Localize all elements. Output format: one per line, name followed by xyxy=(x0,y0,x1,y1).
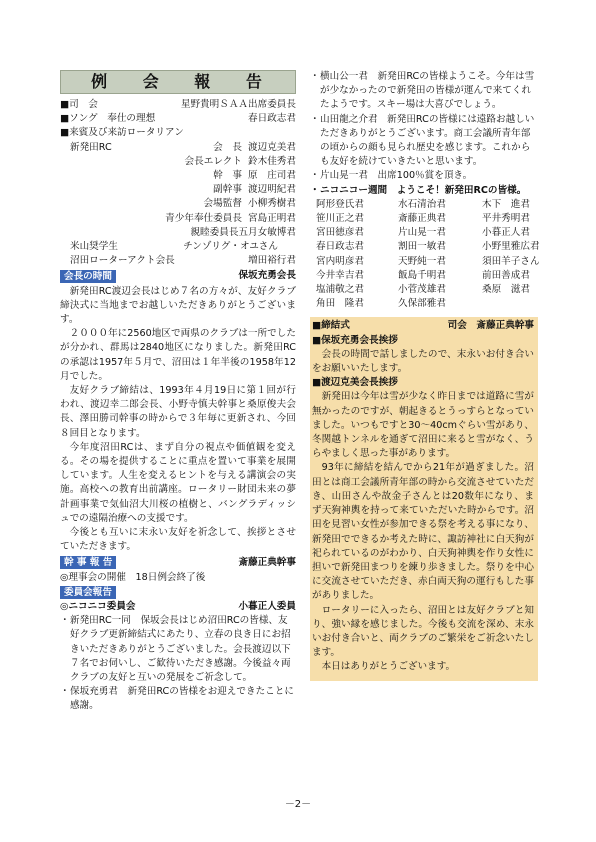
hosaka-heading: ■保坂充勇会長挨拶 xyxy=(312,334,398,346)
member-name: 笹川正之君 xyxy=(316,213,364,225)
guest-name: 宮島正明君 xyxy=(248,212,296,224)
role-row xyxy=(60,112,296,126)
list-item: ・ 片山晃一君 出席100％賞を頂き。 xyxy=(310,169,538,183)
member-name: 小暮正人君 xyxy=(482,227,530,239)
niko-speaker: 小暮正人委員 xyxy=(238,600,296,612)
member-name: 阿形登氏君 xyxy=(316,198,364,210)
guest-name: 渡辺明紀君 xyxy=(248,184,296,196)
member-name: 春日政志君 xyxy=(316,241,364,253)
member-name: 前田善成君 xyxy=(482,269,530,281)
guest-name: 渡辺克美君 xyxy=(248,141,296,153)
list-item-text: 片山晃一君 出席100％賞を頂き。 xyxy=(320,170,473,182)
guest-row xyxy=(60,141,296,155)
guest-club: 新発田RC xyxy=(70,141,112,153)
scholar-label: 米山奨学生 xyxy=(70,241,118,253)
list-item: ・ 保坂充勇君 新発田RCの皆様をお迎えできたことに感謝。 xyxy=(60,685,296,713)
guest-row xyxy=(60,226,296,240)
highlight-box xyxy=(310,317,538,680)
paragraph: 友好クラブ締結は、1993年４月19日に第１回が行われ、渡辺幸二郎会長、小野寺慎夫幹事と桑原俊夫会長、澤田勝司幹事の時からで３年毎に更新され、今回８回目となります。 xyxy=(60,385,296,439)
member-name: 平井秀明君 xyxy=(482,213,530,225)
week-heading: ・ ニコニコー週間 ようこそ！新発田RCの皆様。 xyxy=(310,184,538,198)
committee-report-bar xyxy=(60,586,296,599)
week-heading-text: ニコニコー週間 ようこそ！新発田RCの皆様。 xyxy=(320,184,527,196)
guest-role: 幹 事 xyxy=(213,170,242,182)
paragraph: ２０００年に2560地区で両県のクラブは一所でしたが分かれ、群馬は2840地区になりました。新発田RCの承認は1957年５月で、沼田は１年半後の1958年12月でした。 xyxy=(60,328,296,382)
guest-role: 会場監督 xyxy=(203,198,242,210)
guest-role: 副幹事 xyxy=(213,184,242,196)
guest-role: 会長エレクト xyxy=(184,155,242,167)
guest-row xyxy=(60,212,296,226)
member-name: 桑原 滋君 xyxy=(482,284,530,296)
member-name: 角田 隆君 xyxy=(316,298,364,310)
section-speaker: 保坂充勇会長 xyxy=(238,270,296,282)
member-name: 片山晃一君 xyxy=(398,227,446,239)
member-name: 今井幸吉君 xyxy=(316,269,364,281)
member-name xyxy=(482,297,544,311)
list-item-text: 山田龍之介君 新発田RCの皆様には遠路お越しいただきありがとうございます。商工会議所青年部の頃からの顔も見られ歴史を感じます。これからも友好を続けていきたいと思います。 xyxy=(320,113,535,168)
section-tag: 会長の時間 xyxy=(60,270,116,283)
role-label: ■来賓及び来訪ロータリアン xyxy=(60,127,184,139)
secretary-report-bar xyxy=(60,556,296,570)
member-name: 宮田徳彦君 xyxy=(316,227,364,239)
list-item: ・ 新発田RC一同 保坂会長はじめ沼田RCの皆様、友好クラブ更新締結式にあたり、立春の良き日にお招きいただきありがとうございました。会長渡辺以下７名でお伺いし、ご歓待いただき感謝。今後益々両クラブの友好と互いの発展をご祈念して。 xyxy=(60,614,296,685)
member-name: 木下 進君 xyxy=(482,198,530,210)
guest-row xyxy=(60,155,296,169)
guest-row xyxy=(60,183,296,197)
list-item-text: 保坂充勇君 新発田RCの皆様をお迎えできたことに感謝。 xyxy=(70,686,294,712)
member-name: 天野純一君 xyxy=(398,255,446,267)
member-name: 塩浦敬之君 xyxy=(316,284,364,296)
paragraph: ロータリーに入ったら、沼田とは友好クラブと知り、強い縁を感じました。今後も交流を深め、末永いお付き合いと、両クラブのご繁栄をご祈念いたします。 xyxy=(312,604,534,659)
paragraph: 新発田RC渡辺会長はじめ７名の方々が、友好クラブ締決式に当地までお越しいただきありがとうございます。 xyxy=(60,285,296,326)
guest-name: 鈴木佳秀君 xyxy=(248,155,296,167)
guest-role: 青少年奉仕委員長 xyxy=(165,212,242,224)
niko-label: ◎ニコニコ委員会 xyxy=(60,600,136,612)
guest-row xyxy=(60,197,296,211)
section-tag: 委員会報告 xyxy=(60,586,116,599)
list-item: ・ 横山公一君 新発田RCの皆様ようこそ。今年は雪が少なかったので新発田の皆様が運んで来てくれたようです。スキー場は大喜びでしょう。 xyxy=(310,70,538,113)
section-tag: 幹 事 報 告 xyxy=(60,556,116,569)
member-name: 斎藤正典君 xyxy=(398,213,446,225)
role-label: ■司 会 xyxy=(60,99,98,110)
member-name: 久保部雅君 xyxy=(398,298,446,310)
page-heading: 例 会 報 告 xyxy=(60,70,296,94)
scholar-row xyxy=(60,240,296,254)
left-column xyxy=(60,70,296,714)
paragraph: 会長の時間で話しましたので、末永いお付き合いをお願いいたします。 xyxy=(312,348,534,375)
list-item-text: 横山公一君 新発田RCの皆様ようこそ。今年は雪が少なかったので新発田の皆様が運んで来てくれたようです。スキー場は大喜びでしょう。 xyxy=(320,71,535,111)
rotaract-name: 増田裕行君 xyxy=(248,255,296,267)
member-name: 小野里雅広君 xyxy=(482,241,540,253)
paragraph: 今年度沼田RCは、まず自分の視点や価値観を変える。その場を提供することに重点を置いて事業を展開しています。人生を変えるヒントを与える講演会の実施。高校への教育出前講座。ロータリー財団未来の夢計画事業で気仙沼大川桜の植樹と、バングラディッシュでの遠隔治療への支援です。 xyxy=(60,441,296,524)
secretary-line: ◎理事会の開催 18日例会終了後 xyxy=(60,571,206,583)
paragraph: 93年に締結を結んでから21年が過ぎました。沼田とは商工会議所青年部の時から交流させていただき、山田さんや故金子さんとは20数年になり、まず天狗神輿を持って来ていただいた時からです。沼田を見習い女性が参加できる祭を考える事になり、新発田でできるか考えた時に、諏訪神社に白天狗が祀られているのがわかり、白天狗神輿を作り女性に担いで新発田まつりを練り歩きました。祭りを中心に交流させていただき、赤白両天狗の運行もした事がありました。 xyxy=(312,462,534,602)
scholar-name: チンゾリグ・オユさん xyxy=(183,241,278,253)
guest-row xyxy=(60,169,296,183)
member-name: 小菅茂雄君 xyxy=(398,284,446,296)
signing-host: 司会 斎藤正典幹事 xyxy=(447,320,534,332)
list-item-text: 新発田RC一同 保坂会長はじめ沼田RCの皆様、友好クラブ更新締結式にあたり、立春の良き日にお招きいただきありがとうございました。会長渡辺以下７名でお伺いし、ご歓待いただき感謝。今後益々両クラブの友好と互いの発展をご祈念して。 xyxy=(70,615,291,683)
member-name: 須田羊子さん xyxy=(482,255,540,267)
watanabe-heading: ■渡辺克美会長挨拶 xyxy=(312,377,398,389)
rotaract-label: 沼田ローターアクト会長 xyxy=(70,255,175,267)
signing-heading xyxy=(312,319,534,333)
guest-role: 会 長 xyxy=(213,141,242,153)
paragraph: 本日はありがとうございます。 xyxy=(321,661,456,673)
guest-name: 原 庄司君 xyxy=(248,170,296,182)
name-list xyxy=(316,198,538,312)
role-row xyxy=(60,98,296,112)
president-time-bar xyxy=(60,269,296,283)
right-column xyxy=(310,70,538,681)
list-item: ・ 山田龍之介君 新発田RCの皆様には遠路お越しいただきありがとうございます。商工会議所青年部の頃からの顔も見られ歴史を感じます。これからも友好を続けていきたいと思います。 xyxy=(310,113,538,170)
guest-role: 親睦委員長五月女敏博君 xyxy=(190,226,296,238)
paragraph: 今後とも互いに末永い友好を祈念して、挨拶とさせていただきます。 xyxy=(60,527,296,553)
member-name: 宮内明彦君 xyxy=(316,255,364,267)
member-name: 割田一敏君 xyxy=(398,241,446,253)
niko-heading xyxy=(60,600,296,614)
member-name: 飯島千明君 xyxy=(398,269,446,281)
rotaract-row xyxy=(60,254,296,268)
guest-name: 小柳秀樹君 xyxy=(248,198,296,210)
role-value: 春日政志君 xyxy=(248,113,296,125)
signing-label: ■締結式 xyxy=(312,320,350,332)
paragraph: 新発田は今年は雪が少なく昨日までは道路に雪が無かったのですが、朝起きるとうっすらとなっていました。いつもですと30～40cmぐらい雪があり、冬関越トンネルを通ぎて沼田に来ると雪がなく、うらやましく思った事があります。 xyxy=(312,391,534,460)
member-name: 水石清治君 xyxy=(398,198,446,210)
role-label: ■ソング 奉仕の理想 xyxy=(60,113,156,125)
role-value: 星野貴明ＳＡＡ出席委員長 xyxy=(180,99,296,110)
role-row xyxy=(60,126,296,140)
section-speaker: 斎藤正典幹事 xyxy=(238,556,296,568)
page-number: －2－ xyxy=(284,799,312,810)
